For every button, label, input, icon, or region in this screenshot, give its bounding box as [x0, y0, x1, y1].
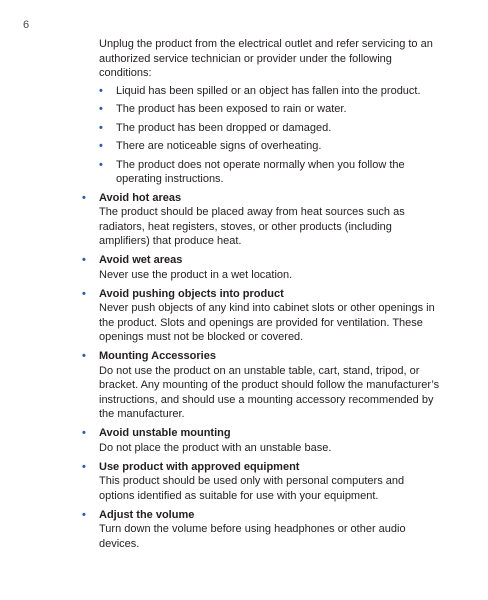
- bullet-icon: •: [82, 508, 86, 521]
- bullet-icon: •: [82, 191, 86, 204]
- safety-item-approved-equipment: [82, 460, 442, 504]
- bullet-icon: •: [99, 158, 103, 171]
- safety-item-adjust-volume: [82, 508, 442, 552]
- condition-item: [99, 158, 444, 187]
- bullet-icon: •: [82, 350, 86, 362]
- bullet-icon: •: [99, 103, 103, 115]
- item-body: Turn down the volume before using headphones or other audio devices.: [99, 523, 406, 550]
- item-body: This product should be used only with personal computers and options identified as suitable for use with your equipment.: [99, 475, 405, 502]
- item-title: Avoid wet areas: [99, 254, 183, 266]
- bullet-icon: •: [82, 460, 86, 473]
- item-title: Avoid pushing objects into product: [99, 287, 284, 300]
- condition-text: The product has been dropped or damaged.: [116, 121, 332, 134]
- item-title: Use product with approved equipment: [99, 460, 300, 473]
- bullet-icon: •: [99, 140, 103, 152]
- safety-content: [0, 37, 488, 556]
- bullet-icon: •: [82, 254, 86, 266]
- bullet-icon: •: [99, 121, 103, 134]
- condition-item: [99, 121, 444, 136]
- safety-item-hot-areas: [82, 191, 442, 249]
- condition-text: There are noticeable signs of overheating.: [116, 140, 322, 152]
- intro-paragraph: Unplug the product from the electrical outlet and refer servicing to an authorized service technician or provider under the following conditions:: [99, 38, 433, 79]
- bullet-icon: •: [82, 287, 86, 300]
- condition-item: [99, 139, 444, 154]
- item-body: Never use the product in a wet location.: [99, 268, 293, 281]
- item-title: Avoid unstable mounting: [99, 427, 231, 439]
- condition-text: The product has been exposed to rain or water.: [116, 103, 347, 115]
- bullet-icon: •: [82, 427, 86, 439]
- condition-text: The product does not operate normally when you follow the operating instructions.: [116, 158, 405, 185]
- item-title: Mounting Accessories: [99, 350, 216, 362]
- page-number: 6: [23, 19, 30, 31]
- item-body: Never push objects of any kind into cabinet slots or other openings in the product. Slots and openings are provided for ventilation. These openings must not be blocked or covered.: [99, 302, 435, 343]
- safety-item-unstable-mounting: [82, 426, 442, 455]
- condition-item: [99, 84, 444, 99]
- condition-text: Liquid has been spilled or an object has fallen into the product.: [116, 84, 421, 97]
- item-body: Do not use the product on an unstable table, cart, stand, tripod, or bracket. Any mounting of the product should follow the manufacturer’s instructions, and should use a mounting accessory recommended by the manufacturer.: [99, 364, 440, 420]
- safety-items-list: [82, 191, 442, 552]
- item-body: The product should be placed away from heat sources such as radiators, heat registers, stoves, or other products (including amplifiers) that produce heat.: [99, 206, 405, 247]
- safety-item-pushing-objects: [82, 287, 442, 345]
- item-title: Adjust the volume: [99, 508, 195, 521]
- condition-item: [99, 102, 444, 117]
- conditions-list: [99, 84, 444, 187]
- item-title: Avoid hot areas: [99, 191, 182, 204]
- safety-item-mounting-accessories: [82, 349, 442, 422]
- safety-item-wet-areas: [82, 253, 442, 282]
- bullet-icon: •: [99, 84, 103, 97]
- item-body: Do not place the product with an unstable base.: [99, 441, 332, 454]
